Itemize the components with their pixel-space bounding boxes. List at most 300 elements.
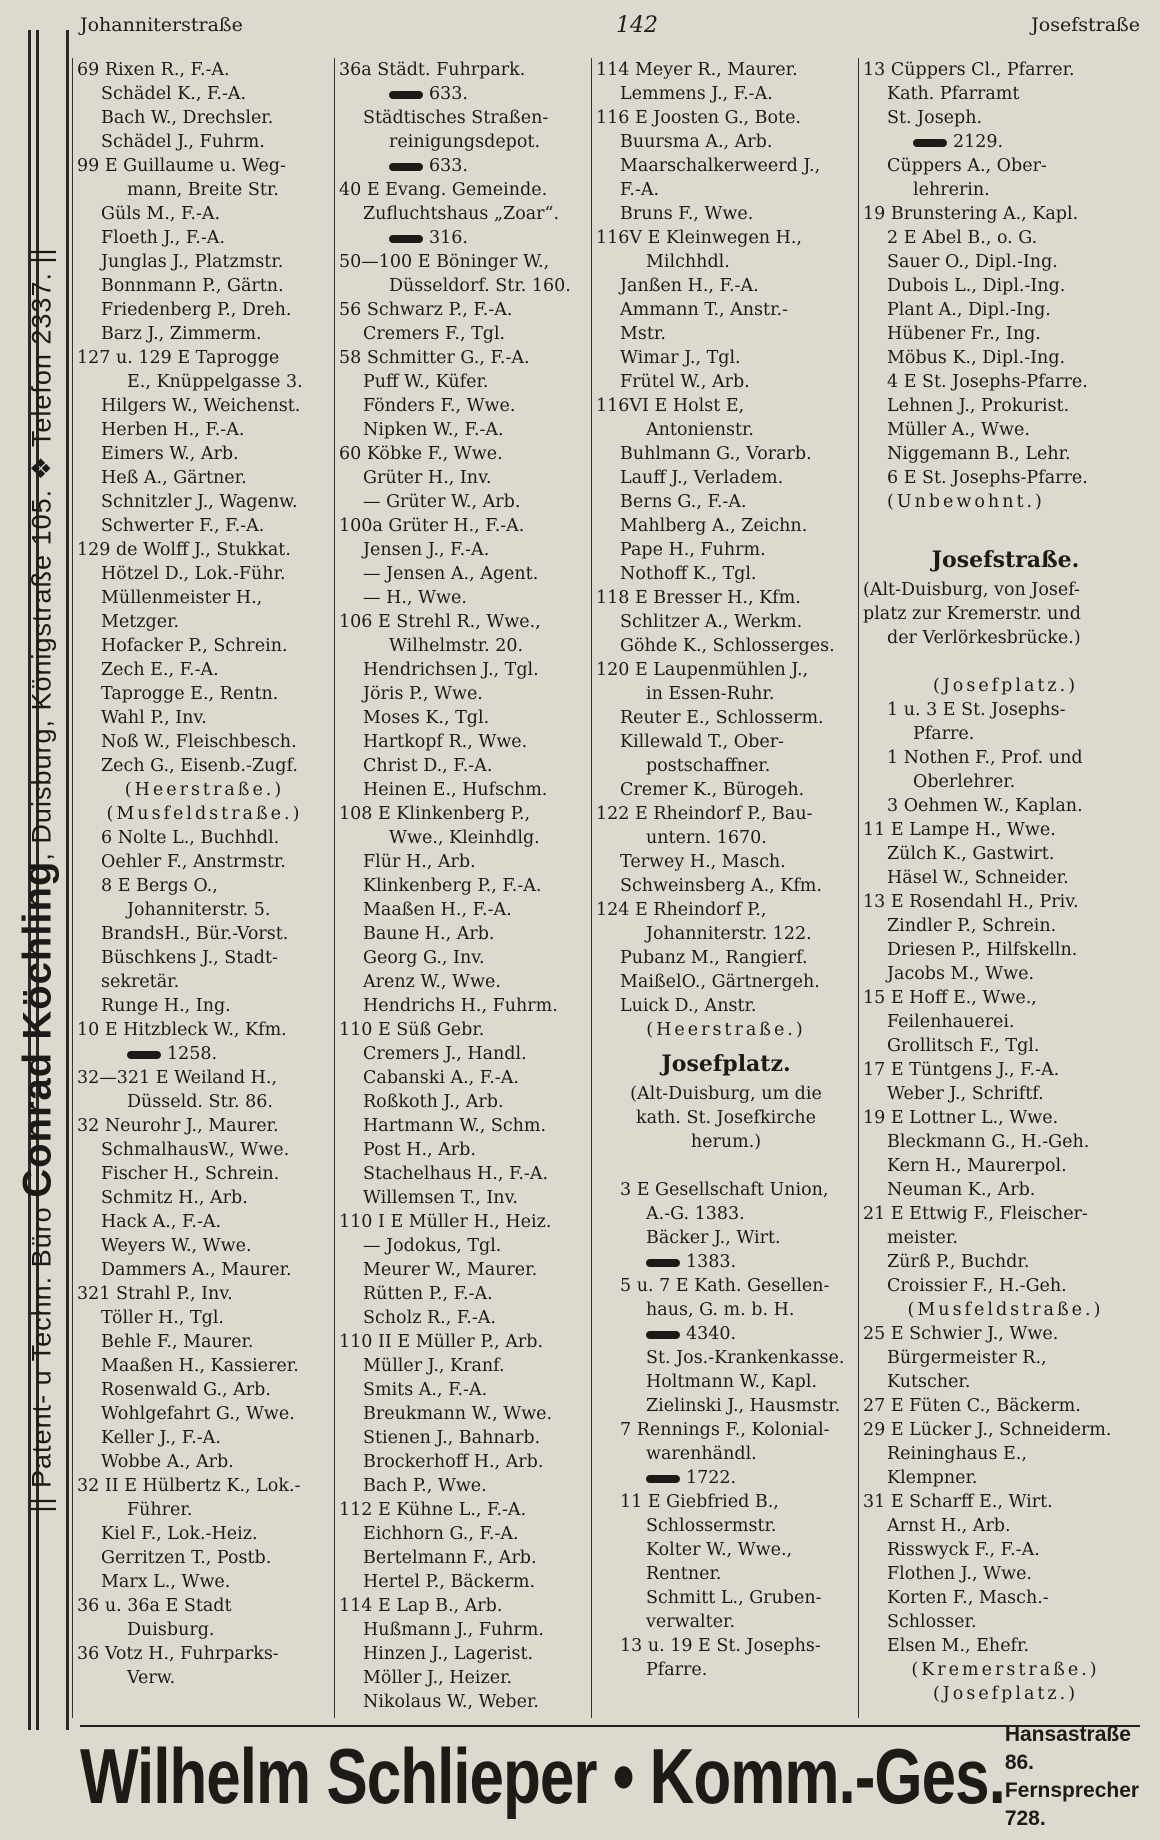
directory-entry xyxy=(596,1586,856,1610)
entry-text: Scholz R., F.-A. xyxy=(363,1308,496,1328)
entry-text: Friedenberg P., Dreh. xyxy=(101,300,292,320)
telephone-icon xyxy=(646,1331,680,1339)
entry-text: (Musfeldstraße.) xyxy=(106,804,303,824)
directory-entry xyxy=(596,994,856,1018)
entry-text: 100a Grüter H., F.-A. xyxy=(339,516,525,536)
entry-text: Kath. Pfarramt xyxy=(887,84,1020,104)
directory-entry xyxy=(77,1426,332,1450)
directory-entry xyxy=(863,418,1148,442)
entry-text: Cabanski A., F.-A. xyxy=(363,1068,519,1088)
entry-text: Pubanz M., Rangierf. xyxy=(620,948,808,968)
directory-entry xyxy=(77,586,332,610)
directory-entry xyxy=(77,1354,332,1378)
entry-text: Terwey H., Masch. xyxy=(620,852,786,872)
entry-text: Risswyck F., F.-A. xyxy=(887,1540,1040,1560)
entry-text: Wilhelmstr. 20. xyxy=(389,636,524,656)
entry-text: Luick D., Anstr. xyxy=(620,996,757,1016)
entry-text: (Heerstraße.) xyxy=(646,1020,806,1040)
entry-text: 50—100 E Böninger W., xyxy=(339,252,550,272)
entry-text: Rütten P., F.-A. xyxy=(363,1284,493,1304)
entry-text: Bertelmann F., Arb. xyxy=(363,1548,537,1568)
entry-text: Floeth J., F.-A. xyxy=(101,228,225,248)
directory-entry xyxy=(596,898,856,922)
directory-entry xyxy=(596,610,856,634)
directory-entry xyxy=(863,226,1148,250)
directory-entry xyxy=(339,802,589,826)
directory-entry xyxy=(77,394,332,418)
directory-entry xyxy=(77,466,332,490)
entry-text: Führer. xyxy=(127,1500,193,1520)
entry-text: 29 E Lücker J., Schneiderm. xyxy=(863,1420,1112,1440)
directory-entry xyxy=(863,1274,1148,1298)
entry-text: 17 E Tüntgens J., F.-A. xyxy=(863,1060,1060,1080)
entry-text: Zielinski J., Hausmstr. xyxy=(646,1396,841,1416)
entry-text: Schwerter F., F.-A. xyxy=(101,516,265,536)
entry-text: Wobbe A., Arb. xyxy=(101,1452,234,1472)
directory-entry xyxy=(77,58,332,82)
directory-entry xyxy=(596,1298,856,1322)
directory-entry xyxy=(863,58,1148,82)
directory-entry xyxy=(863,514,1148,538)
entry-text: Antonienstr. xyxy=(646,420,754,440)
entry-text: Töller H., Tgl. xyxy=(101,1308,224,1328)
directory-entry xyxy=(596,82,856,106)
page-number: 142 xyxy=(616,12,659,38)
entry-text: verwalter. xyxy=(646,1612,736,1632)
directory-entry xyxy=(77,1210,332,1234)
directory-entry xyxy=(596,226,856,250)
entry-text: Baune H., Arb. xyxy=(363,924,495,944)
directory-entry xyxy=(863,490,1148,514)
directory-entry xyxy=(339,466,589,490)
directory-entry xyxy=(596,370,856,394)
directory-entry xyxy=(863,746,1148,770)
directory-entry xyxy=(77,946,332,970)
directory-entry xyxy=(339,994,589,1018)
entry-text: Noß W., Fleischbesch. xyxy=(101,732,297,752)
entry-text: Milchhdl. xyxy=(646,252,730,272)
entry-text: Bach P., Wwe. xyxy=(363,1476,487,1496)
entry-text: 36 u. 36a E Stadt xyxy=(77,1596,232,1616)
directory-entry xyxy=(339,1042,589,1066)
directory-entry xyxy=(596,874,856,898)
directory-entry xyxy=(596,514,856,538)
entry-text: 1383. xyxy=(686,1252,737,1272)
entry-text: Elsen M., Ehefr. xyxy=(887,1636,1030,1656)
entry-text: Flür H., Arb. xyxy=(363,852,476,872)
directory-entry xyxy=(596,58,856,82)
entry-text: Barz J., Zimmerm. xyxy=(101,324,262,344)
directory-entry xyxy=(863,1466,1148,1490)
directory-entry xyxy=(339,322,589,346)
entry-text: — H., Wwe. xyxy=(363,588,467,608)
directory-entry xyxy=(77,562,332,586)
entry-text: Duisburg. xyxy=(127,1620,215,1640)
entry-text: Hendrichsen J., Tgl. xyxy=(363,660,539,680)
entry-text: Neuman K., Arb. xyxy=(887,1180,1036,1200)
directory-entry xyxy=(339,634,589,658)
entry-text: 3 Oehmen W., Kaplan. xyxy=(887,796,1083,816)
directory-entry xyxy=(596,1178,856,1202)
directory-entry xyxy=(596,346,856,370)
directory-entry xyxy=(596,658,856,682)
entry-text: Jöris P., Wwe. xyxy=(363,684,483,704)
directory-entry xyxy=(77,778,332,802)
entry-text: 1258. xyxy=(167,1044,218,1064)
entry-text: Schlossermstr. xyxy=(646,1516,777,1536)
directory-entry xyxy=(77,1186,332,1210)
directory-columns xyxy=(72,58,1150,1718)
directory-entry xyxy=(339,1090,589,1114)
directory-entry xyxy=(596,1130,856,1154)
directory-entry xyxy=(77,442,332,466)
entry-text: sekretär. xyxy=(101,972,180,992)
directory-entry xyxy=(77,1450,332,1474)
entry-text: 10 E Hitzbleck W., Kfm. xyxy=(77,1020,287,1040)
telephone-icon xyxy=(389,91,423,99)
directory-entry xyxy=(339,970,589,994)
directory-entry xyxy=(339,1066,589,1090)
directory-entry xyxy=(339,1594,589,1618)
entry-text: Güls M., F.-A. xyxy=(101,204,221,224)
entry-text: Weyers W., Wwe. xyxy=(101,1236,252,1256)
entry-text: 8 E Bergs O., xyxy=(101,876,218,896)
directory-entry xyxy=(863,722,1148,746)
entry-text: lehrerin. xyxy=(913,180,990,200)
directory-entry xyxy=(77,1258,332,1282)
entry-text: in Essen-Ruhr. xyxy=(646,684,775,704)
entry-text: Brockerhoff H., Arb. xyxy=(363,1452,544,1472)
entry-text: Korten F., Masch.- xyxy=(887,1588,1049,1608)
header-right: Josefstraße xyxy=(1031,14,1140,36)
entry-text: 11 E Lampe H., Wwe. xyxy=(863,820,1056,840)
entry-text: Klinkenberg P., F.-A. xyxy=(363,876,542,896)
directory-entry xyxy=(863,770,1148,794)
directory-entry xyxy=(863,346,1148,370)
directory-entry xyxy=(77,634,332,658)
entry-text: meister. xyxy=(887,1228,958,1248)
entry-text: Arenz W., Wwe. xyxy=(363,972,501,992)
directory-entry xyxy=(339,154,589,178)
entry-text: Hilgers W., Weichenst. xyxy=(101,396,301,416)
entry-text: 6 Nolte L., Buchhdl. xyxy=(101,828,280,848)
directory-entry xyxy=(863,938,1148,962)
directory-entry xyxy=(596,1226,856,1250)
directory-entry xyxy=(77,730,332,754)
entry-text: A.-G. 1383. xyxy=(646,1204,745,1224)
directory-entry xyxy=(77,1402,332,1426)
directory-entry xyxy=(863,1202,1148,1226)
entry-text: Cremers J., Handl. xyxy=(363,1044,527,1064)
directory-entry xyxy=(863,178,1148,202)
directory-entry xyxy=(863,154,1148,178)
directory-entry xyxy=(77,298,332,322)
directory-entry xyxy=(596,1538,856,1562)
entry-text: Pape H., Fuhrm. xyxy=(620,540,766,560)
entry-text: Maaßen H., Kassierer. xyxy=(101,1356,299,1376)
directory-entry xyxy=(596,1018,856,1042)
directory-entry xyxy=(596,178,856,202)
entry-text: Frütel W., Arb. xyxy=(620,372,750,392)
directory-entry xyxy=(339,826,589,850)
entry-text: Rosenwald G., Arb. xyxy=(101,1380,271,1400)
directory-entry xyxy=(863,1226,1148,1250)
entry-text: Bäcker J., Wirt. xyxy=(646,1228,781,1248)
directory-entry xyxy=(77,1594,332,1618)
entry-text: 19 E Lottner L., Wwe. xyxy=(863,1108,1059,1128)
directory-entry xyxy=(339,1450,589,1474)
directory-entry xyxy=(339,1570,589,1594)
entry-text: Rentner. xyxy=(646,1564,722,1584)
directory-entry xyxy=(596,1082,856,1106)
entry-text: warenhändl. xyxy=(646,1444,757,1464)
entry-text: Maarschalkerweerd J., xyxy=(620,156,821,176)
telephone-icon xyxy=(389,235,423,243)
directory-entry xyxy=(596,1466,856,1490)
directory-entry xyxy=(596,106,856,130)
entry-text: Wohlgefahrt G., Wwe. xyxy=(101,1404,295,1424)
directory-entry xyxy=(339,514,589,538)
bottom-ad-name: Wilhelm Schlieper • Komm.-Ges. xyxy=(80,1733,1005,1821)
directory-entry xyxy=(863,914,1148,938)
directory-entry xyxy=(339,778,589,802)
directory-entry xyxy=(339,202,589,226)
directory-entry xyxy=(339,1306,589,1330)
entry-text: 1 u. 3 E St. Josephs- xyxy=(887,700,1066,720)
directory-entry xyxy=(863,1298,1148,1322)
entry-text: mann, Breite Str. xyxy=(127,180,279,200)
entry-text: Jensen J., F.-A. xyxy=(363,540,490,560)
entry-text: Müller A., Wwe. xyxy=(887,420,1030,440)
entry-text: Häsel W., Schneider. xyxy=(887,868,1069,888)
directory-entry xyxy=(863,1442,1148,1466)
entry-text: 120 E Laupenmühlen J., xyxy=(596,660,809,680)
entry-text: Buhlmann G., Vorarb. xyxy=(620,444,812,464)
entry-text: Müller J., Kranf. xyxy=(363,1356,505,1376)
directory-entry xyxy=(596,1610,856,1634)
directory-entry xyxy=(77,178,332,202)
entry-text: 129 de Wolff J., Stukkat. xyxy=(77,540,291,560)
directory-entry xyxy=(596,922,856,946)
directory-entry xyxy=(339,682,589,706)
directory-entry xyxy=(863,1418,1148,1442)
directory-entry xyxy=(339,1162,589,1186)
entry-text: reinigungsdepot. xyxy=(389,132,541,152)
entry-text: Jacobs M., Wwe. xyxy=(887,964,1035,984)
entry-text: Berns G., F.-A. xyxy=(620,492,747,512)
entry-text: (Kremerstraße.) xyxy=(911,1660,1100,1680)
entry-text: 36 Votz H., Fuhrparks- xyxy=(77,1644,279,1664)
directory-entry xyxy=(863,602,1148,626)
entry-text: Hendrichs H., Fuhrm. xyxy=(363,996,558,1016)
directory-entry xyxy=(77,1114,332,1138)
directory-entry xyxy=(863,1490,1148,1514)
entry-text: — Jodokus, Tgl. xyxy=(363,1236,502,1256)
directory-entry xyxy=(77,922,332,946)
directory-entry xyxy=(863,818,1148,842)
directory-entry xyxy=(77,1306,332,1330)
directory-entry xyxy=(339,1522,589,1546)
directory-entry xyxy=(77,1498,332,1522)
directory-entry xyxy=(77,874,332,898)
entry-text: Düsseldorf. Str. 160. xyxy=(389,276,571,296)
directory-entry xyxy=(77,418,332,442)
directory-entry xyxy=(77,706,332,730)
entry-text: 112 E Kühne L., F.-A. xyxy=(339,1500,527,1520)
directory-entry xyxy=(596,778,856,802)
entry-text: Josefstraße. xyxy=(931,547,1080,573)
entry-text: Flothen J., Wwe. xyxy=(887,1564,1032,1584)
entry-text: 114 E Lap B., Arb. xyxy=(339,1596,503,1616)
directory-entry xyxy=(339,1282,589,1306)
entry-text: Behle F., Maurer. xyxy=(101,1332,254,1352)
directory-entry xyxy=(863,370,1148,394)
entry-text: (Musfeldstraße.) xyxy=(907,1300,1104,1320)
column-1 xyxy=(72,58,334,1718)
entry-text: 13 u. 19 E St. Josephs- xyxy=(620,1636,821,1656)
directory-entry xyxy=(339,1618,589,1642)
side-ad-rule-end: || xyxy=(26,247,57,264)
entry-text: Plant A., Dipl.-Ing. xyxy=(887,300,1051,320)
directory-entry xyxy=(863,322,1148,346)
side-ad-name: Conrad Köchling xyxy=(15,860,60,1198)
side-ad-prefix: Patent- u Techn. Büro xyxy=(26,1206,57,1488)
entry-text: Lauff J., Verladem. xyxy=(620,468,784,488)
entry-text: Cüppers A., Ober- xyxy=(887,156,1047,176)
entry-text: Cremers F., Tgl. xyxy=(363,324,506,344)
directory-entry xyxy=(863,1178,1148,1202)
entry-text: Hofacker P., Schrein. xyxy=(101,636,288,656)
entry-text: Taprogge E., Rentn. xyxy=(101,684,279,704)
bottom-advertisement xyxy=(80,1723,1140,1830)
header-left: Johanniterstraße xyxy=(80,14,243,36)
directory-entry xyxy=(863,1514,1148,1538)
entry-text: 32—321 E Weiland H., xyxy=(77,1068,278,1088)
bottom-ad-phone: Fernsprecher 728. xyxy=(1004,1779,1140,1830)
directory-entry xyxy=(596,274,856,298)
entry-text: Zech G., Eisenb.-Zugf. xyxy=(101,756,298,776)
entry-text: 106 E Strehl R., Wwe., xyxy=(339,612,541,632)
directory-entry xyxy=(77,1090,332,1114)
directory-entry xyxy=(863,1370,1148,1394)
running-head xyxy=(80,8,1140,42)
directory-entry xyxy=(77,82,332,106)
entry-text: 69 Rixen R., F.-A. xyxy=(77,60,230,80)
directory-entry xyxy=(596,1562,856,1586)
entry-text: platz zur Kremerstr. und xyxy=(863,604,1081,624)
directory-entry xyxy=(863,1394,1148,1418)
entry-text: Wimar J., Tgl. xyxy=(620,348,741,368)
entry-text: Bonnmann P., Gärtn. xyxy=(101,276,284,296)
directory-entry xyxy=(339,586,589,610)
directory-entry xyxy=(339,1546,589,1570)
entry-text: Smits A., F.-A. xyxy=(363,1380,488,1400)
entry-text: Zürß P., Buchdr. xyxy=(887,1252,1030,1272)
directory-entry xyxy=(596,970,856,994)
entry-text: Breukmann W., Wwe. xyxy=(363,1404,553,1424)
directory-entry xyxy=(596,1634,856,1658)
directory-entry xyxy=(77,1066,332,1090)
entry-text: Junglas J., Platzmstr. xyxy=(101,252,284,272)
directory-entry xyxy=(596,562,856,586)
entry-text: 114 Meyer R., Maurer. xyxy=(596,60,798,80)
directory-entry xyxy=(339,1666,589,1690)
directory-entry xyxy=(339,1138,589,1162)
entry-text: Niggemann B., Lehr. xyxy=(887,444,1071,464)
directory-entry xyxy=(863,1562,1148,1586)
entry-text: Stienen J., Bahnarb. xyxy=(363,1428,541,1448)
entry-text: 3 E Gesellschaft Union, xyxy=(620,1180,829,1200)
directory-entry xyxy=(339,1474,589,1498)
entry-text: Grüter H., Inv. xyxy=(363,468,492,488)
entry-text: Hertel P., Bäckerm. xyxy=(363,1572,536,1592)
entry-text: Kiel F., Lok.-Heiz. xyxy=(101,1524,258,1544)
entry-text: St. Jos.-Krankenkasse. xyxy=(646,1348,845,1368)
directory-entry xyxy=(339,1498,589,1522)
directory-entry xyxy=(339,106,589,130)
entry-text: Heß A., Gärtner. xyxy=(101,468,247,488)
directory-entry xyxy=(77,1570,332,1594)
directory-entry xyxy=(863,842,1148,866)
directory-entry xyxy=(339,442,589,466)
entry-text: Zufluchtshaus „Zoar“. xyxy=(363,204,560,224)
directory-entry xyxy=(339,130,589,154)
directory-entry xyxy=(77,514,332,538)
directory-entry xyxy=(339,394,589,418)
entry-text: Cremer K., Bürogeh. xyxy=(620,780,805,800)
directory-entry xyxy=(863,466,1148,490)
directory-entry xyxy=(596,1202,856,1226)
directory-entry xyxy=(596,1154,856,1178)
directory-entry xyxy=(863,82,1148,106)
directory-entry xyxy=(863,1250,1148,1274)
entry-text: Göhde K., Schlosserges. xyxy=(620,636,835,656)
directory-entry xyxy=(863,394,1148,418)
directory-entry xyxy=(77,322,332,346)
entry-text: 36a Städt. Fuhrpark. xyxy=(339,60,526,80)
telephone-icon xyxy=(913,139,947,147)
entry-text: 1 Nothen F., Prof. und xyxy=(887,748,1083,768)
entry-text: Runge H., Ing. xyxy=(101,996,231,1016)
directory-entry xyxy=(596,1250,856,1274)
entry-text: (Unbewohnt.) xyxy=(887,492,1045,512)
entry-text: Pfarre. xyxy=(913,724,975,744)
entry-text: Nikolaus W., Weber. xyxy=(363,1692,539,1712)
entry-text: Johanniterstr. 122. xyxy=(646,924,812,944)
entry-text: Feilenhauerei. xyxy=(887,1012,1015,1032)
entry-text: Holtmann W., Kapl. xyxy=(646,1372,818,1392)
entry-text: Hack A., F.-A. xyxy=(101,1212,222,1232)
directory-entry xyxy=(596,1658,856,1682)
entry-text: Sauer O., Dipl.-Ing. xyxy=(887,252,1058,272)
directory-entry xyxy=(863,250,1148,274)
entry-text: Roßkoth J., Arb. xyxy=(363,1092,504,1112)
directory-entry xyxy=(77,1546,332,1570)
directory-entry xyxy=(596,418,856,442)
side-ad-rest: , Duisburg, Königstraße 105. ❖ Telefon 2337. xyxy=(26,272,57,861)
ad-rule-right xyxy=(66,30,69,1730)
directory-entry xyxy=(863,442,1148,466)
directory-entry xyxy=(339,226,589,250)
entry-text: Wwe., Kleinhdlg. xyxy=(389,828,540,848)
entry-text: Willemsen T., Inv. xyxy=(363,1188,518,1208)
entry-text: Metzger. xyxy=(101,612,180,632)
bottom-ad-address: Hansastraße 86. xyxy=(1004,1723,1131,1774)
entry-text: Reininghaus E., xyxy=(887,1444,1027,1464)
directory-entry xyxy=(863,202,1148,226)
entry-text: Bürgermeister R., xyxy=(887,1348,1047,1368)
directory-entry xyxy=(863,1010,1148,1034)
